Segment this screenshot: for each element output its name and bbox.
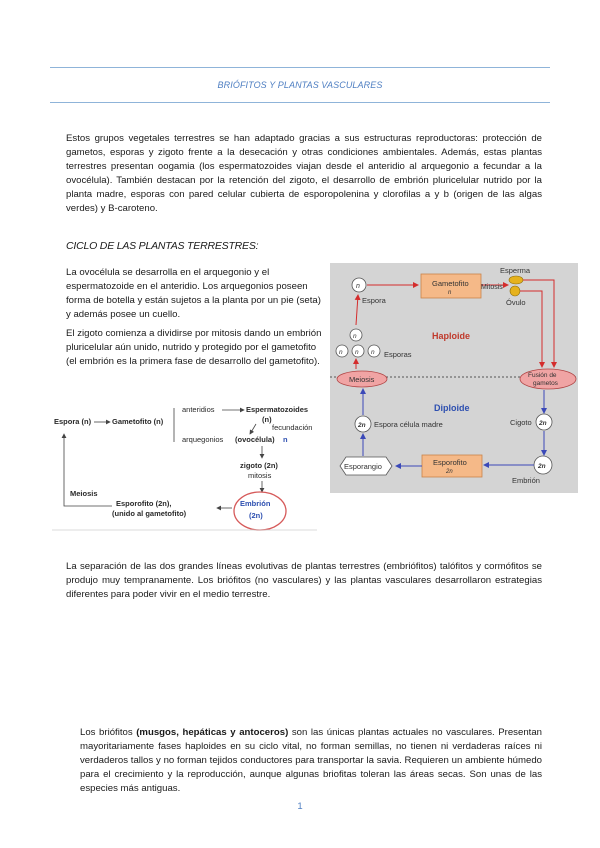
rd-cigoto-label: Cigoto	[510, 418, 532, 427]
rd-mitosis-label: Mitosis	[481, 284, 503, 291]
rd-gametofito-label: Gametofito	[432, 279, 469, 288]
rd-spore-1-n: n	[353, 333, 357, 340]
rd-gametofito-n: n	[448, 290, 452, 296]
ld-embrion-2n: (2n)	[249, 511, 263, 520]
rd-cigoto-2n: 2n	[539, 420, 547, 427]
rd-meiosis-label: Meiosis	[349, 375, 375, 384]
rd-madre-label: Espora célula madre	[374, 420, 443, 429]
ld-espermatozoides-n: (n)	[262, 415, 272, 424]
rd-fusion-label-2: gametos	[533, 380, 558, 387]
rd-diploide-label: Diploide	[434, 403, 470, 413]
ld-mitosis-label: mitosis	[248, 471, 272, 480]
ld-espermatozoides-label: Espermatozoides	[246, 405, 309, 414]
ld-ovocelula-n: n	[283, 435, 288, 444]
ld-fecundacion-label: fecundación	[272, 423, 313, 432]
briofitos-lead: Los briófitos	[80, 727, 137, 738]
section-title-cycle: CICLO DE LAS PLANTAS TERRESTRES:	[66, 240, 259, 252]
rd-madre-2n: 2n	[358, 422, 366, 429]
rd-ovulo-label: Óvulo	[506, 298, 526, 307]
briofitos-bold: (musgos, hepáticas y antoceros)	[136, 727, 289, 738]
evolution-paragraph: La separación de las dos grandes líneas evolutivas de plantas terrestres (embriófitos) talófitos y cormófitos se produjo muy tempranamente. Los briófitos (no vasculares) y las plantas vasculares desarrollaron estrategias diferentes para poder vivir en el medio terrestre.	[66, 561, 542, 600]
ld-unido-label: (unido al gametofito)	[112, 509, 187, 518]
page-number: 1	[297, 801, 303, 812]
header-top-rule	[50, 67, 550, 68]
ld-zigoto-label: zigoto (2n)	[240, 461, 278, 470]
left-cycle-diagram	[52, 394, 322, 532]
briofitos-paragraph	[80, 726, 542, 796]
rd-esperma-icon	[509, 276, 523, 284]
rd-esporofito-label: Esporofito	[433, 458, 467, 467]
cycle-paragraph-1: La ovocélula se desarrolla en el arquegonio y el espermatozoide en el anteridio. Los arquegonios poseen forma de botella y están sujetos a la planta por un pie (seta) y además posee un cuello.	[66, 267, 321, 320]
rd-embrion-label: Embrión	[512, 476, 540, 485]
ld-arrow-fecundacion	[250, 424, 256, 434]
page-header-title: BRIÓFITOS Y PLANTAS VASCULARES	[217, 80, 383, 90]
rd-esporofito-2n: 2n	[446, 469, 453, 475]
rd-haploide-label: Haploide	[432, 331, 471, 341]
rd-esporas-label: Esporas	[384, 350, 412, 359]
intro-paragraph: Estos grupos vegetales terrestres se han adaptado gracias a sus estructuras reproductoras: protección de gametos, esporas y zigoto frente a la desecación y otras condiciones ambientales. Además, estas plantas terrestres presentan oogamia (los espermatozoides viajan desde el anteridio al arquegonio a fecundar a la ovocélula). También destacan por la retención del zigoto, el desarrollo de embrión pluricelular nutrido por la planta madre, esporas con pared celular cubierta de esporopolenina y clorofilas a y b (origen de las algas verdes) y B-caroteno.	[66, 133, 542, 214]
right-cycle-diagram	[330, 263, 578, 493]
ld-meiosis-label: Meiosis	[70, 489, 98, 498]
rd-fusion-label-1: Fusión de	[528, 372, 557, 379]
ld-embrion-label: Embrión	[240, 499, 271, 508]
rd-spore-top-n: n	[356, 283, 360, 290]
ld-arquegonios-label: arquegonios	[182, 435, 224, 444]
rd-ovulo-icon	[510, 286, 520, 296]
header-bottom-rule	[50, 102, 550, 103]
cycle-paragraph-2: El zigoto comienza a dividirse por mitosis dando un embrión pluricelular aún unido, nutrido y protegido por el gametofito (el embrión es la primera fase de desarrollo del gametofito).	[66, 328, 322, 367]
ld-esporofito-label: Esporofito (2n),	[116, 499, 172, 508]
ld-ovocelula-label: (ovocélula)	[235, 435, 275, 444]
ld-espora-label: Espora (n)	[54, 417, 92, 426]
rd-spore-2-n: n	[339, 349, 343, 356]
rd-embrion-2n: 2n	[538, 463, 546, 470]
rd-espora-label: Espora	[362, 296, 386, 305]
briofitos-rest: son las únicas plantas actuales no vasculares. Presentan mayoritariamente fases haploides en su ciclo vital, no forman semillas, no tienen ni verdaderas raíces ni verdaderos tallos y no forman tejidos conductores para transportar la savia. Requieren un ambiente húmedo para el crecimiento y la reproducción, aunque algunas briofitas toleran las áreas secas. Son unas de las especies más antiguas.	[80, 727, 542, 794]
rd-esperma-label: Esperma	[500, 266, 531, 275]
ld-gametofito-label: Gametofito (n)	[112, 417, 164, 426]
rd-spore-4-n: n	[371, 349, 375, 356]
rd-esporangio-label: Esporangio	[344, 462, 382, 471]
rd-spore-3-n: n	[355, 349, 359, 356]
ld-anteridios-label: anteridios	[182, 405, 215, 414]
